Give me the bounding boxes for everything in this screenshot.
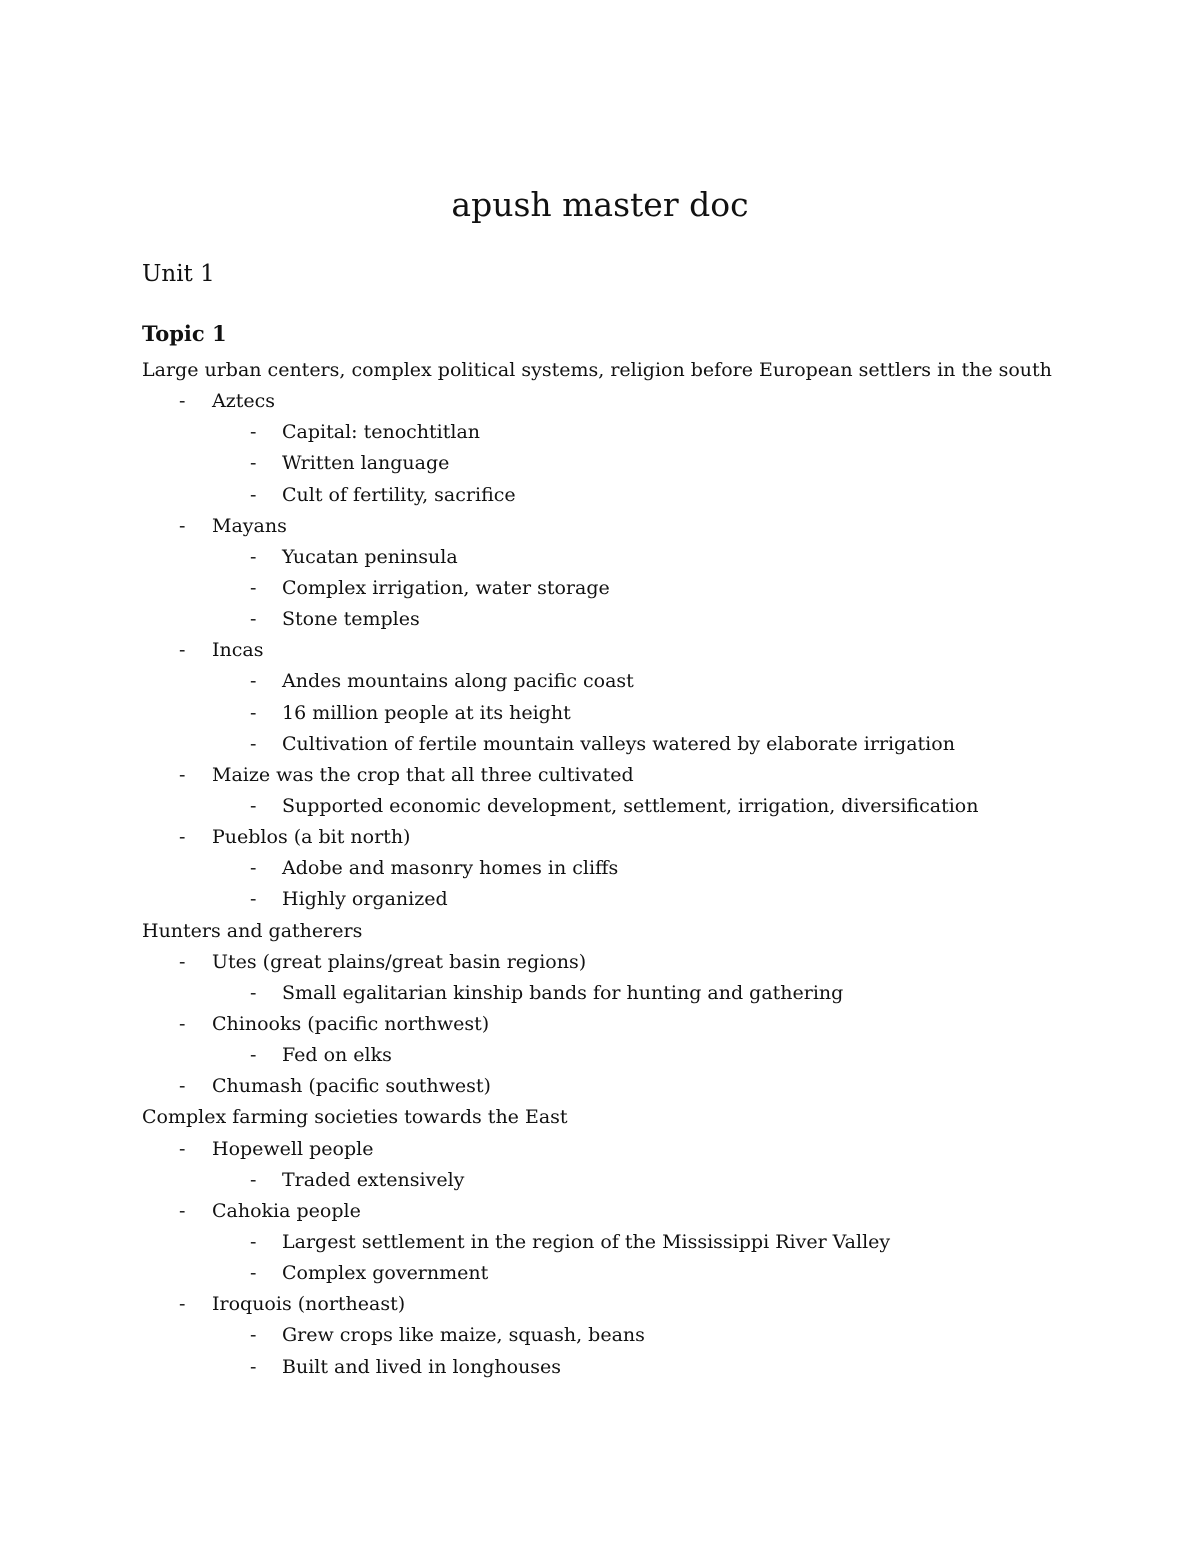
outline-list (142, 355, 1142, 1383)
outline-subitem (142, 978, 1142, 1009)
bullet-dash: - (250, 545, 257, 568)
outline-subitem (142, 448, 1142, 479)
bullet-dash: - (250, 888, 257, 911)
outline-text: Largest settlement in the region of the Mississippi River Valley (282, 1230, 891, 1253)
outline-text: Yucatan peninsula (282, 545, 458, 568)
outline-text: Aztecs (212, 390, 276, 413)
bullet-dash: - (250, 732, 257, 755)
bullet-dash: - (250, 1168, 257, 1191)
outline-text: Fed on elks (282, 1044, 392, 1067)
outline-text: Chumash (pacific southwest) (212, 1075, 491, 1098)
outline-text: Written language (282, 452, 450, 475)
bullet-dash: - (250, 576, 257, 599)
outline-subitem (142, 604, 1142, 635)
outline-item (142, 1071, 1142, 1102)
outline-text: Highly organized (282, 888, 448, 911)
unit-heading: Unit 1 (142, 261, 215, 287)
bullet-dash: - (179, 763, 186, 786)
bullet-dash: - (179, 1137, 186, 1160)
bullet-dash: - (250, 981, 257, 1004)
outline-text: Mayans (212, 514, 287, 537)
outline-subitem (142, 573, 1142, 604)
outline-text: Pueblos (a bit north) (212, 826, 411, 849)
outline-text: Chinooks (pacific northwest) (212, 1012, 490, 1035)
bullet-dash: - (179, 1199, 186, 1222)
outline-text: Small egalitarian kinship bands for hunting and gathering (282, 981, 844, 1004)
outline-subitem (142, 698, 1142, 729)
outline-subitem (142, 1258, 1142, 1289)
bullet-dash: - (179, 1293, 186, 1316)
bullet-dash: - (179, 950, 186, 973)
bullet-dash: - (250, 452, 257, 475)
outline-item (142, 1289, 1142, 1320)
bullet-dash: - (179, 826, 186, 849)
outline-text: Large urban centers, complex political systems, religion before European settlers in the south (142, 359, 1052, 381)
outline-subitem (142, 884, 1142, 915)
outline-subitem (142, 666, 1142, 697)
bullet-dash: - (250, 421, 257, 444)
bullet-dash: - (250, 608, 257, 631)
outline-subitem (142, 729, 1142, 760)
outline-subitem (142, 417, 1142, 448)
bullet-dash: - (250, 483, 257, 506)
topic-heading: Topic 1 (142, 321, 227, 346)
outline-subitem (142, 1040, 1142, 1071)
bullet-dash: - (179, 1012, 186, 1035)
outline-item (142, 947, 1142, 978)
outline-item (142, 635, 1142, 666)
outline-item (142, 760, 1142, 791)
outline-text: Grew crops like maize, squash, beans (282, 1324, 645, 1347)
outline-text: Cult of fertility, sacrifice (282, 483, 516, 506)
outline-item (142, 1134, 1142, 1165)
outline-text: Cahokia people (212, 1199, 361, 1222)
outline-text: Supported economic development, settlement, irrigation, diversification (282, 794, 979, 817)
section-heading-line (142, 355, 1142, 386)
bullet-dash: - (179, 1075, 186, 1098)
bullet-dash: - (250, 1044, 257, 1067)
bullet-dash: - (179, 514, 186, 537)
outline-text: Andes mountains along pacific coast (282, 670, 634, 693)
outline-subitem (142, 853, 1142, 884)
outline-text: Capital: tenochtitlan (282, 421, 481, 444)
outline-text: Traded extensively (282, 1168, 465, 1191)
outline-subitem (142, 1320, 1142, 1351)
outline-item (142, 386, 1142, 417)
outline-subitem (142, 1165, 1142, 1196)
bullet-dash: - (250, 857, 257, 880)
bullet-dash: - (250, 701, 257, 724)
outline-text: Maize was the crop that all three cultivated (212, 763, 634, 786)
outline-subitem (142, 1352, 1142, 1383)
bullet-dash: - (250, 794, 257, 817)
document-title: apush master doc (451, 185, 749, 224)
bullet-dash: - (250, 1262, 257, 1285)
outline-text: Complex government (282, 1262, 489, 1285)
outline-text: Hopewell people (212, 1137, 374, 1160)
bullet-dash: - (250, 1324, 257, 1347)
section-heading-line (142, 1102, 1142, 1133)
outline-subitem (142, 791, 1142, 822)
outline-item (142, 511, 1142, 542)
bullet-dash: - (250, 670, 257, 693)
outline-text: Complex irrigation, water storage (282, 576, 610, 599)
bullet-dash: - (179, 639, 186, 662)
bullet-dash: - (250, 1355, 257, 1378)
outline-text: Utes (great plains/great basin regions) (212, 950, 587, 973)
outline-text: Built and lived in longhouses (282, 1355, 562, 1378)
outline-text: Cultivation of fertile mountain valleys watered by elaborate irrigation (282, 732, 955, 755)
outline-item (142, 822, 1142, 853)
outline-subitem (142, 480, 1142, 511)
outline-subitem (142, 1227, 1142, 1258)
bullet-dash: - (250, 1230, 257, 1253)
section-heading-line (142, 916, 1142, 947)
outline-text: Hunters and gatherers (142, 919, 363, 942)
outline-text: Stone temples (282, 608, 420, 631)
outline-text: 16 million people at its height (282, 701, 571, 724)
outline-subitem (142, 542, 1142, 573)
outline-text: Complex farming societies towards the East (142, 1106, 568, 1129)
outline-text: Iroquois (northeast) (212, 1293, 406, 1316)
bullet-dash: - (179, 390, 186, 413)
outline-text: Adobe and masonry homes in cliffs (282, 857, 619, 880)
outline-item (142, 1196, 1142, 1227)
outline-item (142, 1009, 1142, 1040)
outline-text: Incas (212, 639, 264, 662)
